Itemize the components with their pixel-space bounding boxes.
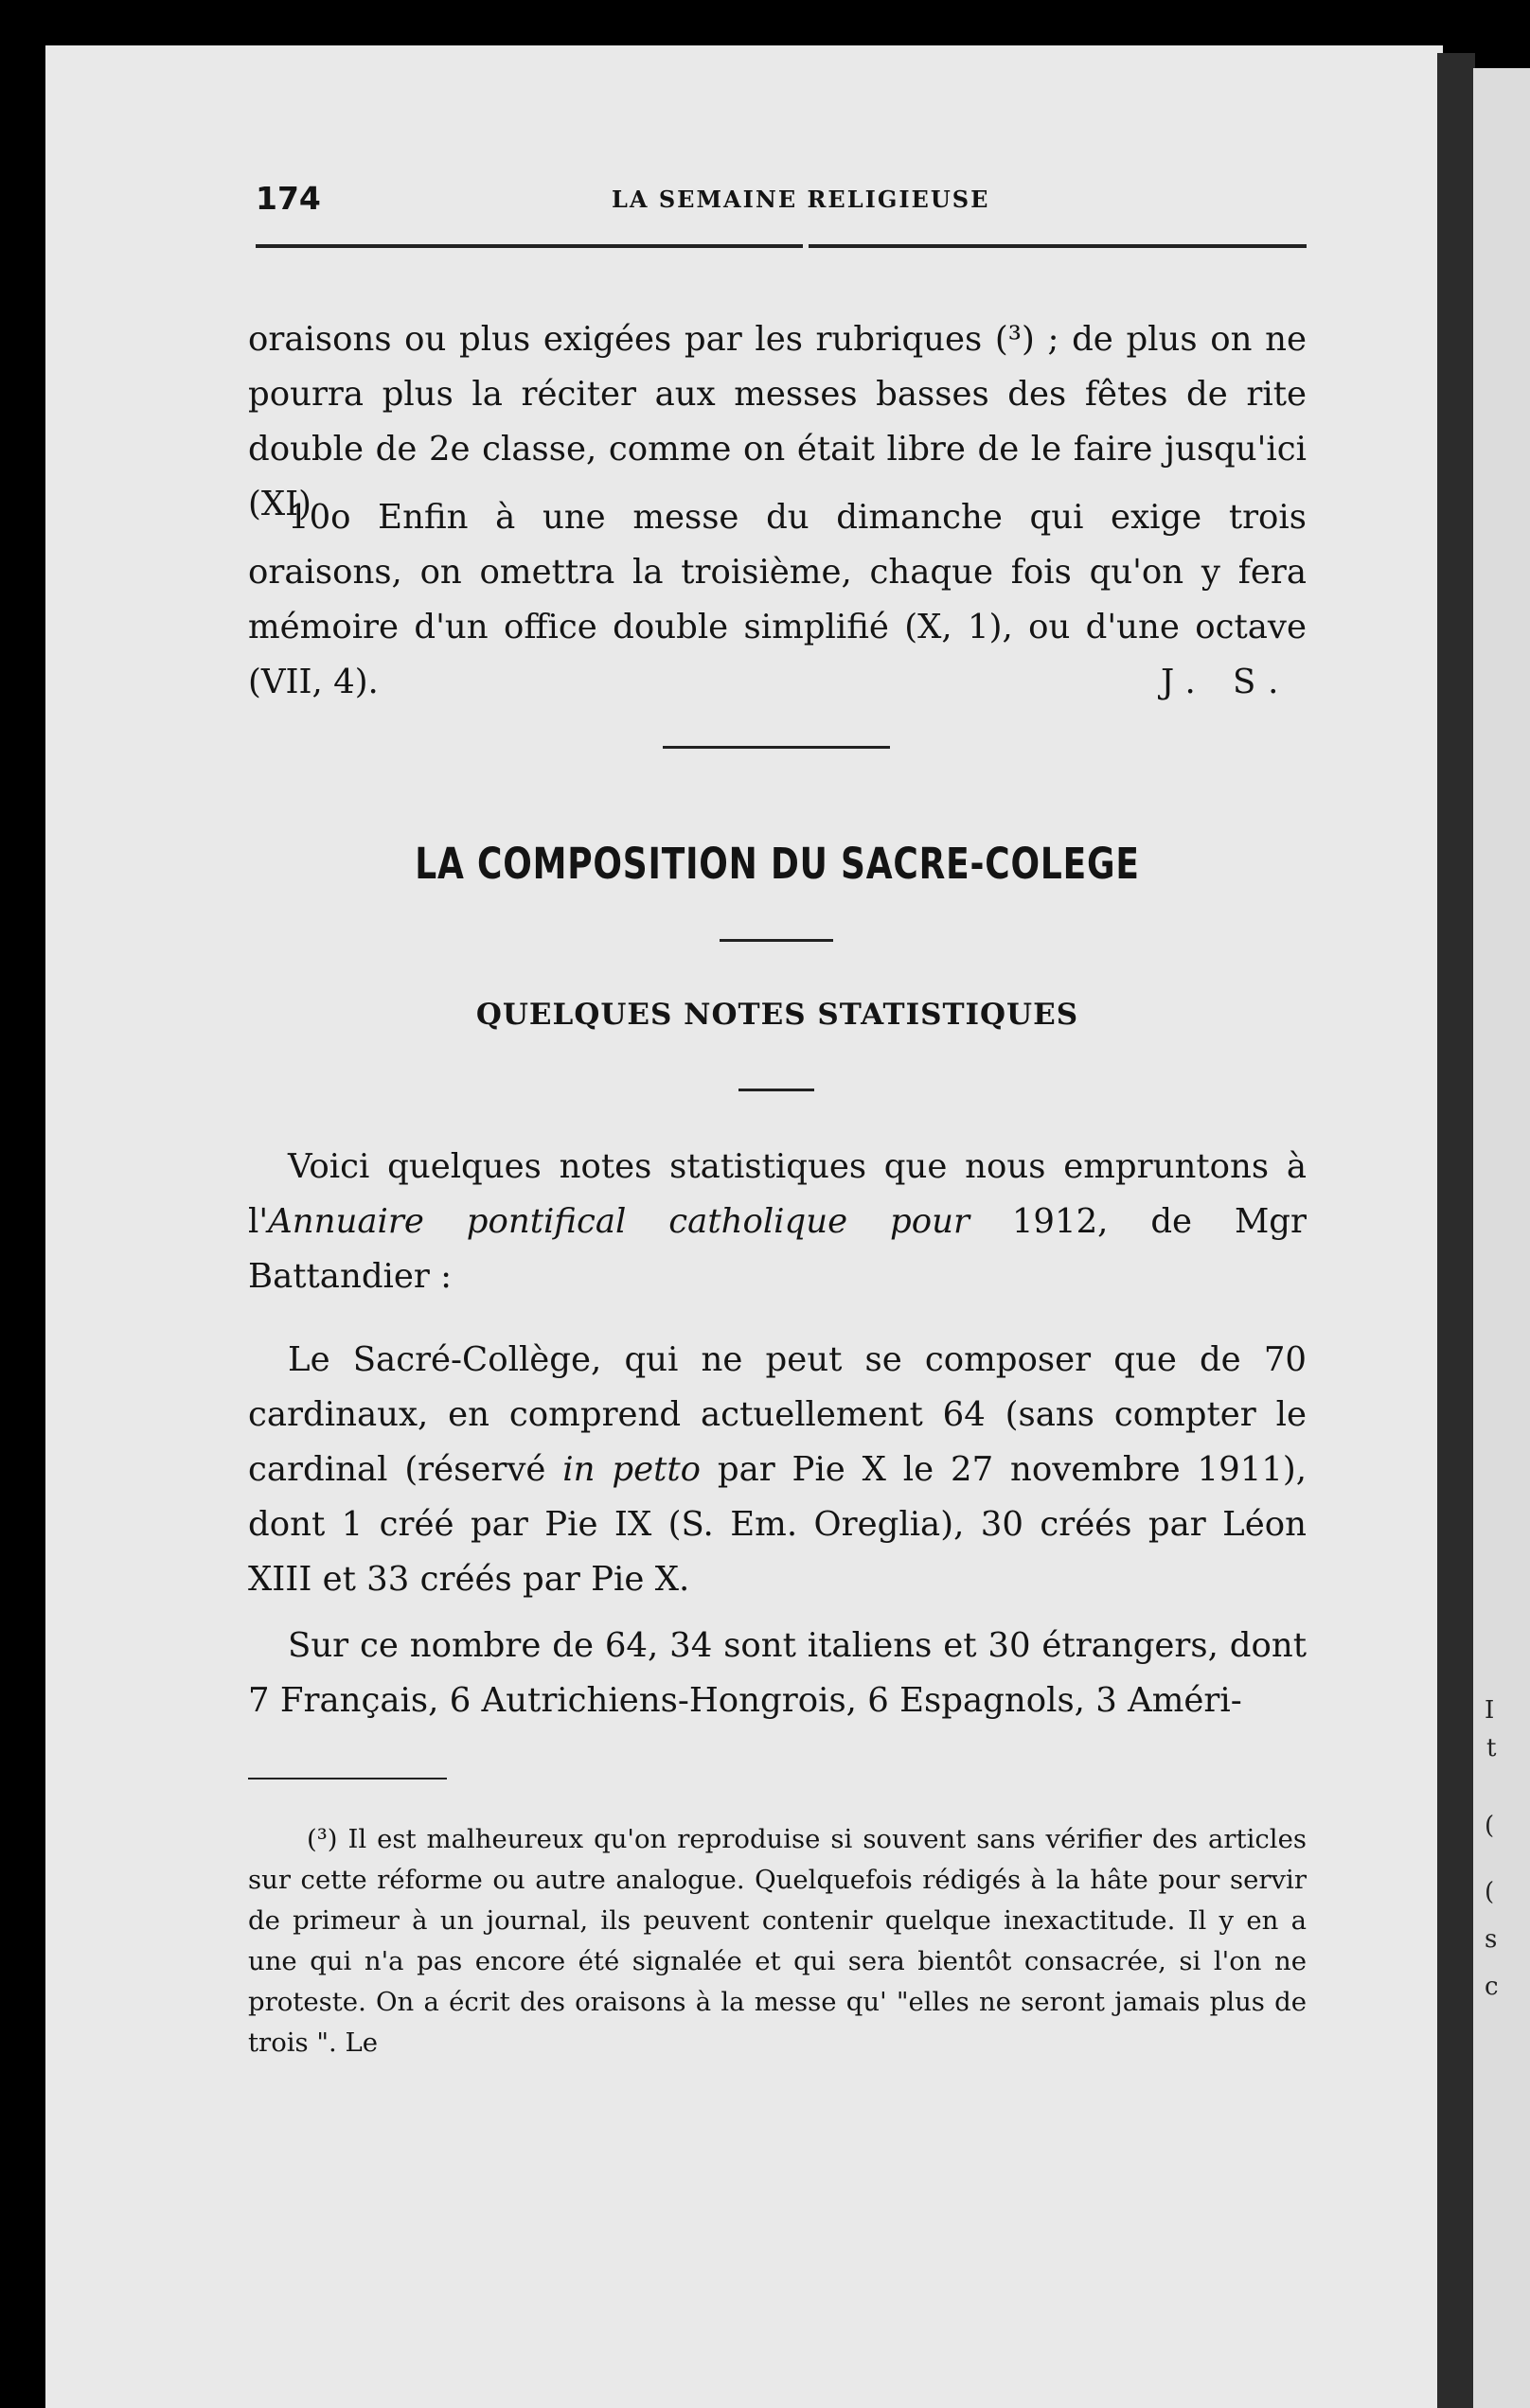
article-paragraph: Sur ce nombre de 64, 34 sont italiens et 30 étrangers, dont 7 Français, 6 Autrichiens-Hongrois, 6 Espagnols, 3 Améri- (248, 1626, 1307, 1720)
margin-mark: I (1485, 1696, 1495, 1725)
footnote-mark: (³) (307, 1824, 338, 1854)
margin-mark: ( (1485, 1878, 1495, 1906)
subtitle-divider (738, 1089, 814, 1091)
margin-mark: c (1485, 1973, 1499, 2001)
footnote-separator (248, 1778, 447, 1779)
section-divider (663, 746, 890, 749)
article-paragraph: Le Sacré-Collège, qui ne peut se composer que de 70 cardinaux, en comprend actuellement 64 (sans compter le cardinal (réservé in petto par Pie X le 27 novembre 1911), dont 1 créé par Pie IX (S. Em. Oreglia), 30 créés par Léon XIII et 33 créés par Pie X. (248, 1340, 1308, 1599)
header-rule-left (256, 244, 803, 248)
footnote (248, 1819, 1307, 2063)
page-number: 174 (256, 180, 321, 217)
running-title: LA SEMAINE RELIGIEUSE (612, 186, 990, 213)
margin-mark: ( (1485, 1812, 1495, 1840)
article-subtitle: QUELQUES NOTES STATISTIQUES (475, 998, 1079, 1032)
header-rule-right (809, 244, 1307, 248)
article-paragraph: Voici quelques notes statistiques que nous empruntons à l'Annuaire pontifical catholique pour 1912, de Mgr Battandier : (248, 1147, 1307, 1296)
continuation-paragraph-point-10: 10o Enfin à une messe du dimanche qui exige trois oraisons, on omettra la troisième, chaque fois qu'on y fera mémoire d'un office double simplifié (X, 1), ou d'une octave (VII, 4). (248, 498, 1307, 701)
margin-mark: t (1486, 1734, 1497, 1762)
continuation-paragraph: oraisons ou plus exigées par les rubriques (³) ; de plus on ne pourra plus la réciter aux messes basses des fêtes de rite double de 2e classe, comme on était libre de le faire jusqu'ici (XI) (248, 320, 1307, 523)
title-divider (720, 939, 833, 942)
article-title: LA COMPOSITION DU SACRE-COLEGE (415, 839, 1140, 889)
margin-mark: s (1485, 1925, 1498, 1954)
page-header (256, 180, 1307, 218)
author-signature: J. S. (1161, 663, 1292, 701)
adjacent-page-edge (1473, 68, 1530, 2408)
footnote-text: Il est malheureux qu'on reproduise si souvent sans vérifier des articles sur cette réforme ou autre analogue. Quelquefois rédigés à la hâte pour servir de primeur à un journal, ils peuvent contenir quelque inexactitude. Il y en a une qui n'a pas encore été signalée et qui sera bientôt consacrée, si l'on ne proteste. On a écrit des oraisons à la messe qu' "elles ne seront jamais plus de trois ". Le (248, 1824, 1307, 2058)
page-gutter-shadow (1437, 53, 1475, 2408)
